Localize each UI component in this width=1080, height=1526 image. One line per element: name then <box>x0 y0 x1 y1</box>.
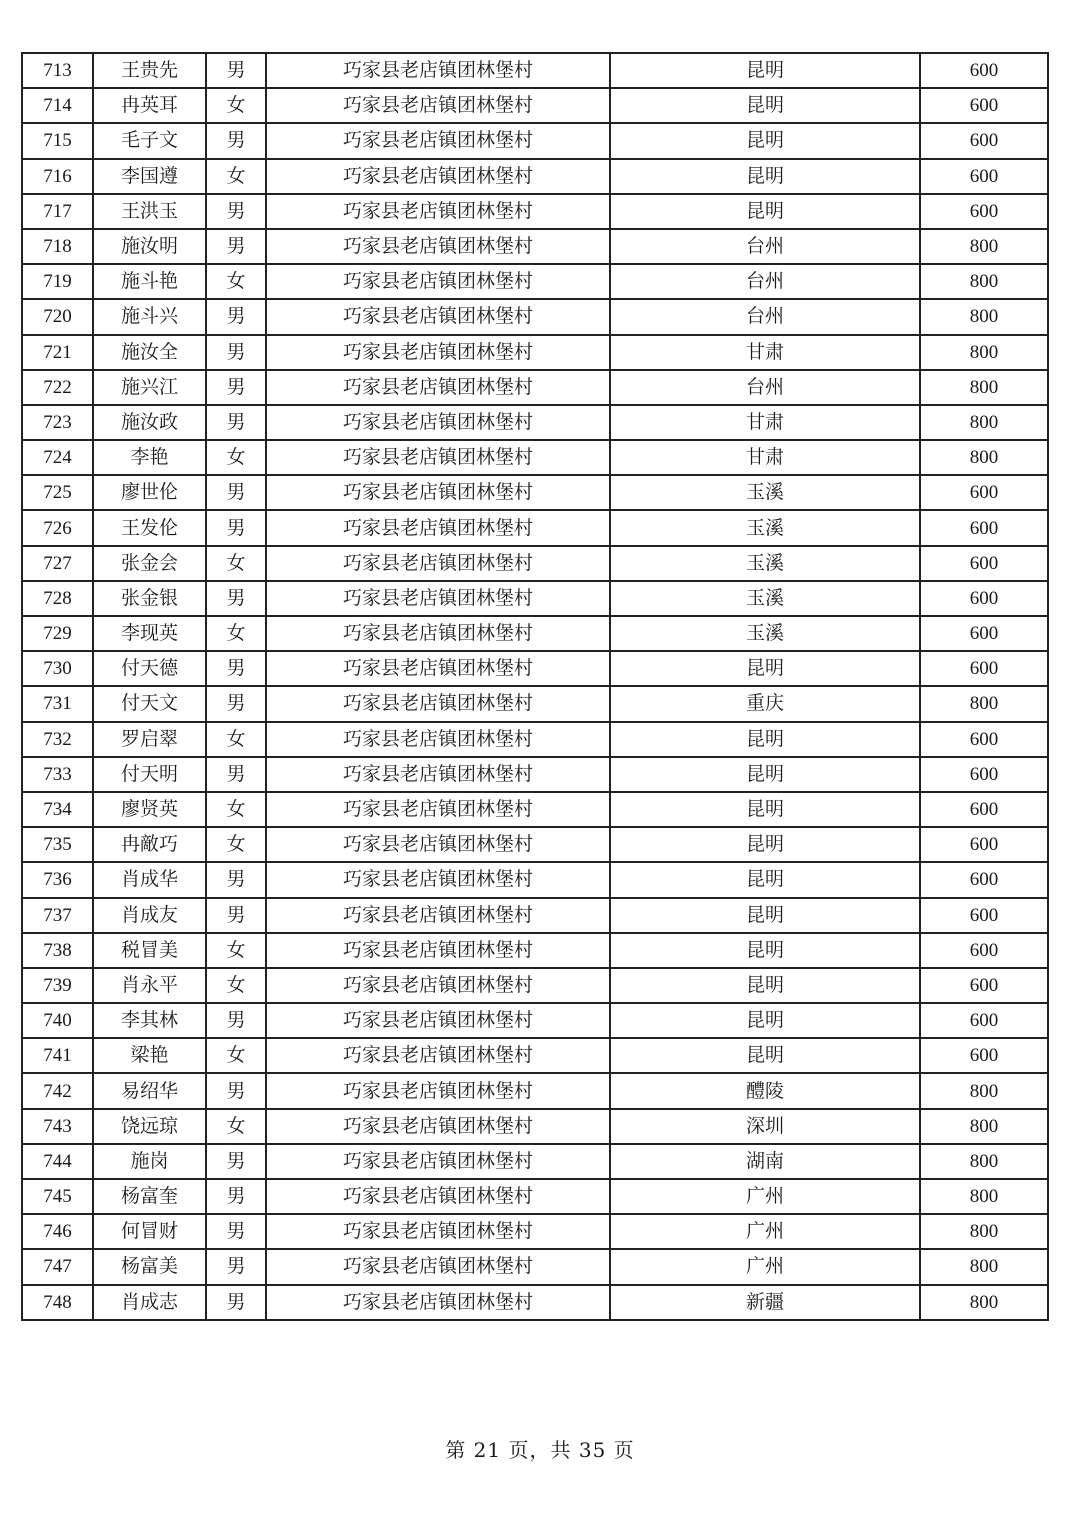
destination-cell: 玉溪 <box>610 581 920 616</box>
table-row <box>22 405 1048 440</box>
name-cell: 何冒财 <box>93 1214 206 1249</box>
destination-cell: 醴陵 <box>610 1073 920 1108</box>
gender-cell: 男 <box>206 898 266 933</box>
serial-number-cell: 739 <box>22 968 93 1003</box>
serial-number-cell: 713 <box>22 53 93 88</box>
name-cell: 施兴江 <box>93 370 206 405</box>
serial-number-cell: 714 <box>22 88 93 123</box>
address-cell: 巧家县老店镇团林堡村 <box>266 898 610 933</box>
name-cell: 冉英耳 <box>93 88 206 123</box>
serial-number-cell: 730 <box>22 651 93 686</box>
serial-number-cell: 745 <box>22 1179 93 1214</box>
name-cell: 王洪玉 <box>93 194 206 229</box>
serial-number-cell: 740 <box>22 1003 93 1038</box>
gender-cell: 男 <box>206 686 266 721</box>
table-row <box>22 335 1048 370</box>
address-cell: 巧家县老店镇团林堡村 <box>266 88 610 123</box>
gender-cell: 女 <box>206 792 266 827</box>
gender-cell: 男 <box>206 581 266 616</box>
destination-cell: 玉溪 <box>610 475 920 510</box>
amount-cell: 800 <box>920 1214 1048 1249</box>
amount-cell: 600 <box>920 827 1048 862</box>
address-cell: 巧家县老店镇团林堡村 <box>266 1038 610 1073</box>
table-row <box>22 440 1048 475</box>
gender-cell: 男 <box>206 1003 266 1038</box>
serial-number-cell: 742 <box>22 1073 93 1108</box>
serial-number-cell: 732 <box>22 722 93 757</box>
serial-number-cell: 747 <box>22 1249 93 1284</box>
name-cell: 肖永平 <box>93 968 206 1003</box>
table-row <box>22 1249 1048 1284</box>
destination-cell: 昆明 <box>610 1038 920 1073</box>
serial-number-cell: 733 <box>22 757 93 792</box>
amount-cell: 600 <box>920 546 1048 581</box>
amount-cell: 600 <box>920 581 1048 616</box>
destination-cell: 昆明 <box>610 827 920 862</box>
name-cell: 李现英 <box>93 616 206 651</box>
destination-cell: 甘肃 <box>610 405 920 440</box>
address-cell: 巧家县老店镇团林堡村 <box>266 1249 610 1284</box>
address-cell: 巧家县老店镇团林堡村 <box>266 792 610 827</box>
serial-number-cell: 743 <box>22 1109 93 1144</box>
table-row <box>22 299 1048 334</box>
table-row <box>22 546 1048 581</box>
address-cell: 巧家县老店镇团林堡村 <box>266 229 610 264</box>
destination-cell: 台州 <box>610 229 920 264</box>
name-cell: 施汝明 <box>93 229 206 264</box>
roster-table-body <box>22 53 1048 1320</box>
gender-cell: 男 <box>206 510 266 545</box>
amount-cell: 800 <box>920 1109 1048 1144</box>
address-cell: 巧家县老店镇团林堡村 <box>266 757 610 792</box>
gender-cell: 女 <box>206 546 266 581</box>
gender-cell: 男 <box>206 299 266 334</box>
gender-cell: 男 <box>206 405 266 440</box>
name-cell: 付天德 <box>93 651 206 686</box>
destination-cell: 昆明 <box>610 88 920 123</box>
gender-cell: 男 <box>206 1179 266 1214</box>
table-row <box>22 194 1048 229</box>
serial-number-cell: 744 <box>22 1144 93 1179</box>
amount-cell: 600 <box>920 722 1048 757</box>
serial-number-cell: 746 <box>22 1214 93 1249</box>
address-cell: 巧家县老店镇团林堡村 <box>266 159 610 194</box>
gender-cell: 女 <box>206 1038 266 1073</box>
name-cell: 施汝全 <box>93 335 206 370</box>
amount-cell: 800 <box>920 1249 1048 1284</box>
destination-cell: 台州 <box>610 264 920 299</box>
gender-cell: 女 <box>206 968 266 1003</box>
destination-cell: 昆明 <box>610 757 920 792</box>
table-row <box>22 933 1048 968</box>
name-cell: 王发伦 <box>93 510 206 545</box>
serial-number-cell: 741 <box>22 1038 93 1073</box>
serial-number-cell: 721 <box>22 335 93 370</box>
name-cell: 张金银 <box>93 581 206 616</box>
table-row <box>22 616 1048 651</box>
serial-number-cell: 727 <box>22 546 93 581</box>
serial-number-cell: 724 <box>22 440 93 475</box>
address-cell: 巧家县老店镇团林堡村 <box>266 299 610 334</box>
table-row <box>22 229 1048 264</box>
amount-cell: 800 <box>920 299 1048 334</box>
amount-cell: 800 <box>920 686 1048 721</box>
destination-cell: 广州 <box>610 1214 920 1249</box>
address-cell: 巧家县老店镇团林堡村 <box>266 722 610 757</box>
destination-cell: 甘肃 <box>610 440 920 475</box>
serial-number-cell: 719 <box>22 264 93 299</box>
amount-cell: 600 <box>920 1038 1048 1073</box>
table-row <box>22 651 1048 686</box>
gender-cell: 男 <box>206 335 266 370</box>
table-row <box>22 510 1048 545</box>
destination-cell: 湖南 <box>610 1144 920 1179</box>
gender-cell: 男 <box>206 651 266 686</box>
serial-number-cell: 726 <box>22 510 93 545</box>
amount-cell: 600 <box>920 53 1048 88</box>
table-row <box>22 475 1048 510</box>
name-cell: 罗启翠 <box>93 722 206 757</box>
gender-cell: 女 <box>206 616 266 651</box>
serial-number-cell: 728 <box>22 581 93 616</box>
destination-cell: 昆明 <box>610 194 920 229</box>
name-cell: 梁艳 <box>93 1038 206 1073</box>
address-cell: 巧家县老店镇团林堡村 <box>266 686 610 721</box>
table-row <box>22 1003 1048 1038</box>
gender-cell: 男 <box>206 1144 266 1179</box>
serial-number-cell: 717 <box>22 194 93 229</box>
gender-cell: 男 <box>206 862 266 897</box>
table-row <box>22 722 1048 757</box>
name-cell: 施汝政 <box>93 405 206 440</box>
destination-cell: 玉溪 <box>610 546 920 581</box>
name-cell: 李国遵 <box>93 159 206 194</box>
amount-cell: 800 <box>920 1285 1048 1320</box>
table-row <box>22 792 1048 827</box>
destination-cell: 广州 <box>610 1179 920 1214</box>
amount-cell: 800 <box>920 440 1048 475</box>
name-cell: 冉敵巧 <box>93 827 206 862</box>
destination-cell: 玉溪 <box>610 510 920 545</box>
table-row <box>22 757 1048 792</box>
address-cell: 巧家县老店镇团林堡村 <box>266 264 610 299</box>
destination-cell: 昆明 <box>610 159 920 194</box>
amount-cell: 600 <box>920 968 1048 1003</box>
table-row <box>22 88 1048 123</box>
table-row <box>22 898 1048 933</box>
amount-cell: 600 <box>920 757 1048 792</box>
address-cell: 巧家县老店镇团林堡村 <box>266 1179 610 1214</box>
gender-cell: 男 <box>206 475 266 510</box>
gender-cell: 男 <box>206 1214 266 1249</box>
amount-cell: 800 <box>920 405 1048 440</box>
address-cell: 巧家县老店镇团林堡村 <box>266 968 610 1003</box>
destination-cell: 昆明 <box>610 53 920 88</box>
roster-table <box>21 52 1049 1321</box>
amount-cell: 600 <box>920 616 1048 651</box>
name-cell: 王贵先 <box>93 53 206 88</box>
table-row <box>22 159 1048 194</box>
serial-number-cell: 734 <box>22 792 93 827</box>
amount-cell: 800 <box>920 335 1048 370</box>
table-row <box>22 1038 1048 1073</box>
serial-number-cell: 720 <box>22 299 93 334</box>
gender-cell: 女 <box>206 722 266 757</box>
gender-cell: 女 <box>206 440 266 475</box>
amount-cell: 600 <box>920 194 1048 229</box>
name-cell: 肖成华 <box>93 862 206 897</box>
gender-cell: 女 <box>206 159 266 194</box>
name-cell: 廖世伦 <box>93 475 206 510</box>
address-cell: 巧家县老店镇团林堡村 <box>266 862 610 897</box>
gender-cell: 男 <box>206 1285 266 1320</box>
table-row <box>22 370 1048 405</box>
name-cell: 付天明 <box>93 757 206 792</box>
table-row <box>22 1073 1048 1108</box>
amount-cell: 800 <box>920 1144 1048 1179</box>
name-cell: 肖成志 <box>93 1285 206 1320</box>
address-cell: 巧家县老店镇团林堡村 <box>266 510 610 545</box>
amount-cell: 600 <box>920 510 1048 545</box>
amount-cell: 800 <box>920 1073 1048 1108</box>
address-cell: 巧家县老店镇团林堡村 <box>266 933 610 968</box>
amount-cell: 600 <box>920 792 1048 827</box>
table-row <box>22 686 1048 721</box>
serial-number-cell: 748 <box>22 1285 93 1320</box>
destination-cell: 昆明 <box>610 792 920 827</box>
address-cell: 巧家县老店镇团林堡村 <box>266 1214 610 1249</box>
table-row <box>22 1109 1048 1144</box>
address-cell: 巧家县老店镇团林堡村 <box>266 370 610 405</box>
name-cell: 毛子文 <box>93 123 206 158</box>
address-cell: 巧家县老店镇团林堡村 <box>266 194 610 229</box>
amount-cell: 800 <box>920 229 1048 264</box>
destination-cell: 广州 <box>610 1249 920 1284</box>
amount-cell: 600 <box>920 159 1048 194</box>
name-cell: 杨富美 <box>93 1249 206 1284</box>
name-cell: 税冒美 <box>93 933 206 968</box>
amount-cell: 600 <box>920 651 1048 686</box>
address-cell: 巧家县老店镇团林堡村 <box>266 581 610 616</box>
destination-cell: 台州 <box>610 370 920 405</box>
serial-number-cell: 736 <box>22 862 93 897</box>
destination-cell: 昆明 <box>610 968 920 1003</box>
table-row <box>22 1285 1048 1320</box>
address-cell: 巧家县老店镇团林堡村 <box>266 53 610 88</box>
serial-number-cell: 729 <box>22 616 93 651</box>
address-cell: 巧家县老店镇团林堡村 <box>266 335 610 370</box>
gender-cell: 女 <box>206 933 266 968</box>
roster-table-container <box>21 52 1047 1321</box>
serial-number-cell: 738 <box>22 933 93 968</box>
serial-number-cell: 718 <box>22 229 93 264</box>
gender-cell: 女 <box>206 827 266 862</box>
name-cell: 付天文 <box>93 686 206 721</box>
name-cell: 施岗 <box>93 1144 206 1179</box>
amount-cell: 600 <box>920 898 1048 933</box>
gender-cell: 男 <box>206 123 266 158</box>
destination-cell: 昆明 <box>610 1003 920 1038</box>
name-cell: 廖贤英 <box>93 792 206 827</box>
destination-cell: 昆明 <box>610 898 920 933</box>
address-cell: 巧家县老店镇团林堡村 <box>266 123 610 158</box>
destination-cell: 昆明 <box>610 651 920 686</box>
table-row <box>22 264 1048 299</box>
amount-cell: 600 <box>920 123 1048 158</box>
name-cell: 李其林 <box>93 1003 206 1038</box>
name-cell: 易绍华 <box>93 1073 206 1108</box>
serial-number-cell: 715 <box>22 123 93 158</box>
destination-cell: 甘肃 <box>610 335 920 370</box>
gender-cell: 女 <box>206 88 266 123</box>
gender-cell: 女 <box>206 264 266 299</box>
serial-number-cell: 716 <box>22 159 93 194</box>
address-cell: 巧家县老店镇团林堡村 <box>266 546 610 581</box>
address-cell: 巧家县老店镇团林堡村 <box>266 1144 610 1179</box>
serial-number-cell: 737 <box>22 898 93 933</box>
address-cell: 巧家县老店镇团林堡村 <box>266 1073 610 1108</box>
address-cell: 巧家县老店镇团林堡村 <box>266 1003 610 1038</box>
gender-cell: 男 <box>206 53 266 88</box>
address-cell: 巧家县老店镇团林堡村 <box>266 651 610 686</box>
gender-cell: 男 <box>206 194 266 229</box>
amount-cell: 800 <box>920 1179 1048 1214</box>
table-row <box>22 1214 1048 1249</box>
destination-cell: 台州 <box>610 299 920 334</box>
amount-cell: 800 <box>920 370 1048 405</box>
address-cell: 巧家县老店镇团林堡村 <box>266 440 610 475</box>
destination-cell: 昆明 <box>610 862 920 897</box>
address-cell: 巧家县老店镇团林堡村 <box>266 1285 610 1320</box>
address-cell: 巧家县老店镇团林堡村 <box>266 405 610 440</box>
table-row <box>22 53 1048 88</box>
address-cell: 巧家县老店镇团林堡村 <box>266 616 610 651</box>
destination-cell: 重庆 <box>610 686 920 721</box>
destination-cell: 昆明 <box>610 933 920 968</box>
amount-cell: 600 <box>920 1003 1048 1038</box>
gender-cell: 男 <box>206 1249 266 1284</box>
destination-cell: 昆明 <box>610 722 920 757</box>
serial-number-cell: 725 <box>22 475 93 510</box>
gender-cell: 男 <box>206 370 266 405</box>
amount-cell: 800 <box>920 264 1048 299</box>
address-cell: 巧家县老店镇团林堡村 <box>266 475 610 510</box>
name-cell: 张金会 <box>93 546 206 581</box>
serial-number-cell: 722 <box>22 370 93 405</box>
table-row <box>22 862 1048 897</box>
gender-cell: 女 <box>206 1109 266 1144</box>
table-row <box>22 123 1048 158</box>
destination-cell: 玉溪 <box>610 616 920 651</box>
address-cell: 巧家县老店镇团林堡村 <box>266 1109 610 1144</box>
name-cell: 饶远琼 <box>93 1109 206 1144</box>
name-cell: 李艳 <box>93 440 206 475</box>
amount-cell: 600 <box>920 88 1048 123</box>
name-cell: 肖成友 <box>93 898 206 933</box>
amount-cell: 600 <box>920 862 1048 897</box>
name-cell: 施斗兴 <box>93 299 206 334</box>
serial-number-cell: 735 <box>22 827 93 862</box>
table-row <box>22 1179 1048 1214</box>
serial-number-cell: 723 <box>22 405 93 440</box>
serial-number-cell: 731 <box>22 686 93 721</box>
table-row <box>22 968 1048 1003</box>
name-cell: 施斗艳 <box>93 264 206 299</box>
table-row <box>22 827 1048 862</box>
amount-cell: 600 <box>920 933 1048 968</box>
gender-cell: 男 <box>206 757 266 792</box>
destination-cell: 昆明 <box>610 123 920 158</box>
destination-cell: 深圳 <box>610 1109 920 1144</box>
gender-cell: 男 <box>206 1073 266 1108</box>
page-footer: 第 21 页，共 35 页 <box>445 1438 635 1462</box>
table-row <box>22 581 1048 616</box>
table-row <box>22 1144 1048 1179</box>
destination-cell: 新疆 <box>610 1285 920 1320</box>
address-cell: 巧家县老店镇团林堡村 <box>266 827 610 862</box>
name-cell: 杨富奎 <box>93 1179 206 1214</box>
amount-cell: 600 <box>920 475 1048 510</box>
gender-cell: 男 <box>206 229 266 264</box>
